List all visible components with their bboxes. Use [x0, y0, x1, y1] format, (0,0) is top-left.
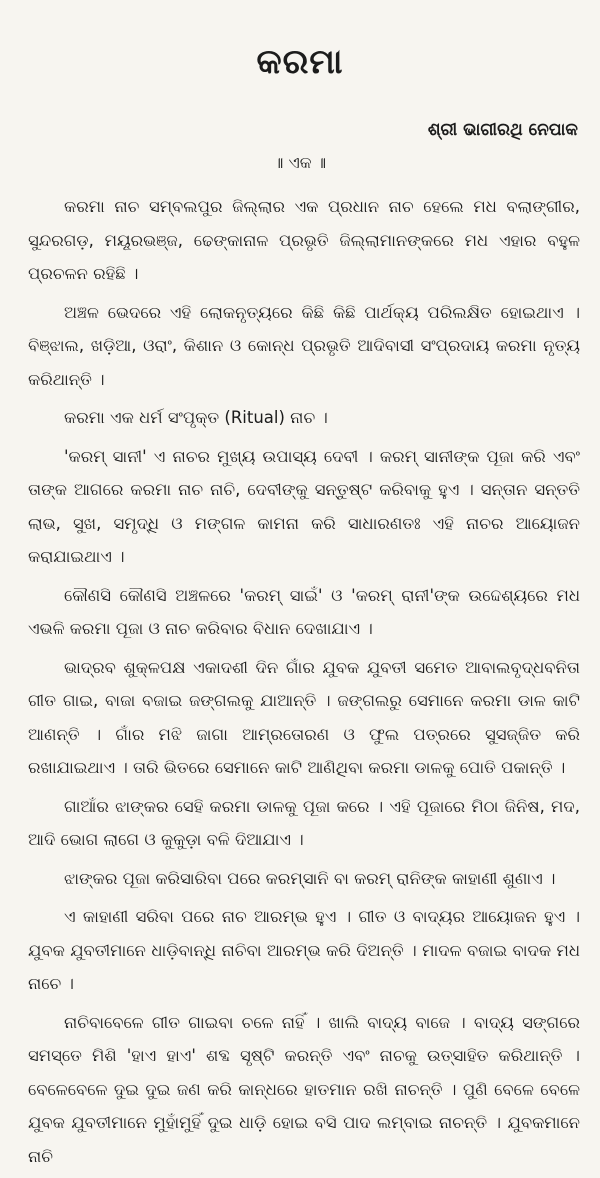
author-name: ଶ୍ରୀ ଭାଗୀରଥି ନେପାକ: [427, 120, 578, 140]
section-heading: ॥ ଏକ ॥: [273, 153, 327, 172]
paragraph-4: 'କରମ୍ ସାନୀ' ଏ ନାଚର ମୁଖ୍ୟ ଉପାସ୍ୟ ଦେବୀ । କରମ୍ ସାନୀଙ୍କ ପୂଜା କରି ଏବଂ ତାଙ୍କ ଆଗରେ କରମା ନାଚ ନାଚି, ଦେବୀଙ୍କୁ ସନ୍ତୁଷ୍ଟ କରିବାକୁ ହୁଏ । ସନ୍ତାନ ସନ୍ତତି ଲାଭ, ସୁଖ, ସମୃଦ୍ଧି ଓ ମଙ୍ଗଳ କାମନା କରି ସାଧାରଣତଃ ଏହି ନାଚର ଆୟୋଜନ କରାଯାଇଥାଏ ।: [28, 446, 580, 566]
paragraph-3: କରମା ଏକ ଧର୍ମ ସଂପୃକ୍ତ (Ritual) ନାଚ ।: [64, 408, 328, 427]
paragraph-5: କୌଣସି କୌଣସି ଅଞ୍ଚଳରେ 'କରମ୍ ସାଇଁ' ଓ 'କରମ୍ ରାନୀ'ଙ୍କ ଉଦ୍ଦେଶ୍ୟରେ ମଧ ଏଭଳି କରମା ପୂଜା ଓ ନାଚ କରିବାର ବିଧାନ ଦେଖାଯାଏ ।: [28, 585, 580, 638]
paragraph-9: ଏ କାହାଣୀ ସରିବା ପରେ ନାଚ ଆରମ୍ଭ ହୁଏ । ଗୀତ ଓ ବାଦ୍ୟର ଆୟୋଜନ ହୁଏ । ଯୁବକ ଯୁବତୀମାନେ ଧାଡ଼ିବାନ୍ଧି ନାଚିବା ଆରମ୍ଭ କରି ଦିଅନ୍ତି । ମାଦଳ ବଜାଇ ବାଦକ ମଧ ନାଚେ ।: [28, 907, 580, 993]
body-text: [28, 190, 580, 1178]
paragraph-6: ଭାଦ୍ରବ ଶୁକ୍ଳପକ୍ଷ ଏକାଦଶୀ ଦିନ ଗାଁର ଯୁବକ ଯୁବତୀ ସମେତ ଆବାଲବୃଦ୍ଧବନିତା ଗୀତ ଗାଇ, ବାଜା ବଜାଇ ଜଙ୍ଗଲକୁ ଯାଆନ୍ତି । ଜଙ୍ଗଲରୁ ସେମାନେ କରମା ଡାଳ କାଟି ଆଣନ୍ତି । ଗାଁର ମଝି ଜାଗା ଆମ୍ରତୋରଣ ଓ ଫୁଲ ପତ୍ରରେ ସୁସଜ୍ଜିତ କରି ରଖାଯାଇଥାଏ । ତାରି ଭିତରେ ସେମାନେ କାଟି ଆଣିଥିବା କରମା ଡାଳକୁ ପୋତି ପକାନ୍ତି ।: [28, 657, 580, 777]
paragraph-2: ଅଞ୍ଚଳ ଭେଦରେ ଏହି ଲୋକନୃତ୍ୟରେ କିଛି କିଛି ପାର୍ଥକ୍ୟ ପରିଲକ୍ଷିତ ହୋଇଥାଏ । ବିଞ୍ଝାଲ, ଖଡ଼ିଆ, ଓରାଂ, କିଶାନ ଓ କୋନ୍ଧ ପ୍ରଭୃତି ଆଦିବାସୀ ସଂପ୍ରଦାୟ କରମା ନୃତ୍ୟ କରିଥାନ୍ତି ।: [28, 302, 580, 389]
page-title: କରମା: [256, 42, 344, 82]
paragraph-10: ନାଚିବାବେଳେ ଗୀତ ଗାଇବା ଚଳେ ନାହିଁ । ଖାଲି ବାଦ୍ୟ ବାଜେ । ବାଦ୍ୟ ସଙ୍ଗରେ ସମସ୍ତେ ମିଶି 'ହାଏ ହାଏ' ଶବ୍ଦ ସୃଷ୍ଟି କରନ୍ତି ଏବଂ ନାଚକୁ ଉତ୍ସାହିତ କରିଥାନ୍ତି । ବେଳେବେଳେ ଦୁଇ ଦୁଇ ଜଣ କରି କାନ୍ଧରେ ହାତମାନ ରଖି ନାଚନ୍ତି । ପୁଣି ବେଳେ ବେଳେ ଯୁବକ ଯୁବତୀମାନେ ମୁହାଁମୁହିଁ ଦୁଇ ଧାଡ଼ି ହୋଇ ବସି ପାଦ ଲମ୍ବାଇ ନାଚନ୍ତି । ଯୁବକମାନେ ନାଚି: [28, 1012, 580, 1166]
paragraph-1: କରମା ନାଚ ସମ୍ବଲପୁର ଜିଲ୍ଲାର ଏକ ପ୍ରଧାନ ନାଚ ହେଲେ ମଧ ବଲାଙ୍ଗୀର, ସୁନ୍ଦରଗଡ଼, ମୟୂରଭଞ୍ଜ, ଢେଙ୍କାନାଳ ପ୍ରଭୃତି ଜିଲ୍ଲାମାନଙ୍କରେ ମଧ ଏହାର ବହୁଳ ପ୍ରଚଳନ ରହିଛି ।: [28, 197, 580, 283]
paragraph-7: ଗାଆଁର ଝାଙ୍କର ସେହି କରମା ଡାଳକୁ ପୂଜା କରେ । ଏହି ପୂଜାରେ ମିଠା ଜିନିଷ, ମଦ, ଆଦି ଭୋଗ ଲାଗେ ଓ କୁକୁଡ଼ା ବଳି ଦିଆଯାଏ ।: [28, 796, 580, 849]
paragraph-8: ଝାଙ୍କର ପୂଜା କରିସାରିବା ପରେ କରମ୍ସାନି ବା କରମ୍ ରାନିଙ୍କ କାହାଣୀ ଶୁଣାଏ ।: [64, 868, 556, 888]
